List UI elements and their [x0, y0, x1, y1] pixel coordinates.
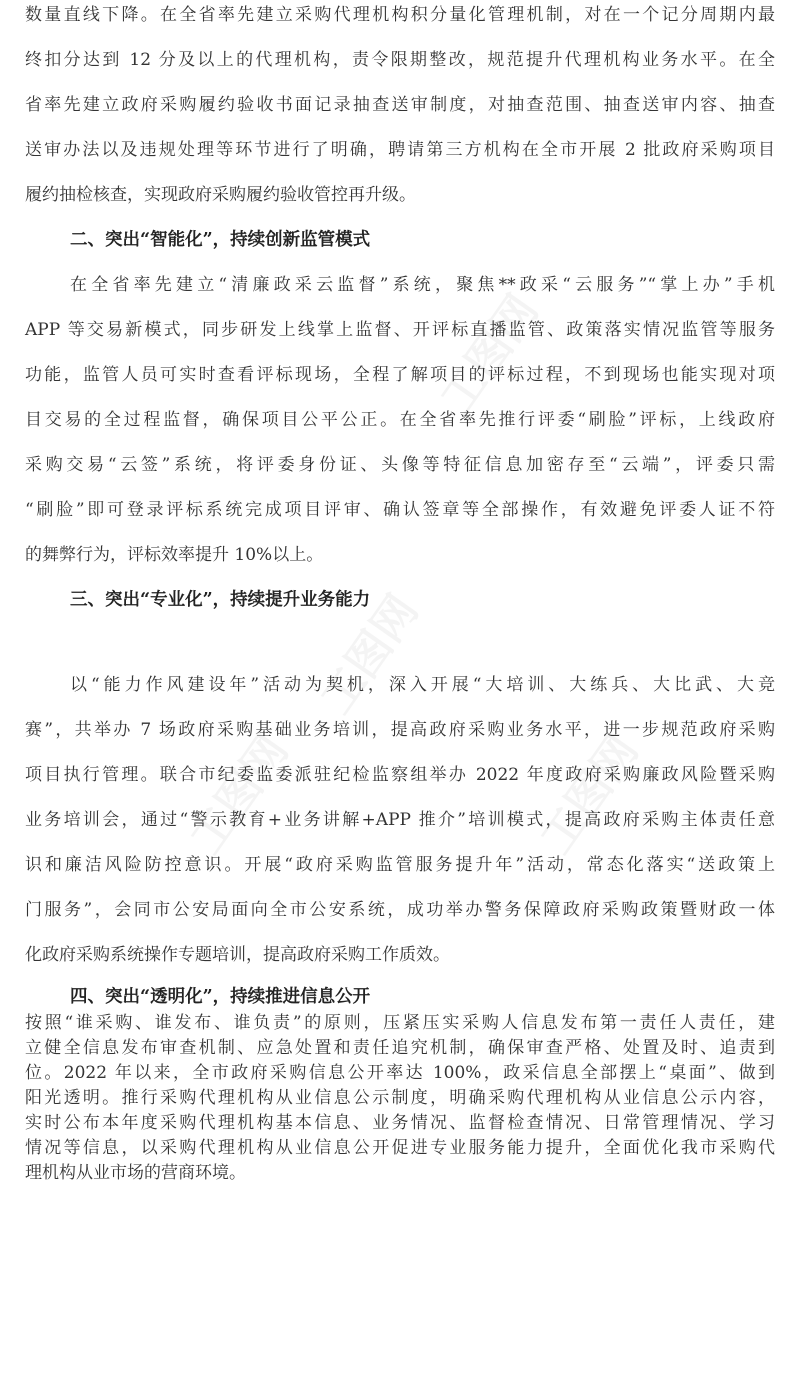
paragraph-line: 在全省率先建立“清廉政采云监督”系统，聚焦**政采“云服务”“掌上办”手机: [70, 275, 775, 295]
paragraph-line: 情况等信息，以采购代理机构从业信息公开促进专业服务能力提升，全面优化我市采购代: [25, 1138, 775, 1158]
watermark: [522, 720, 650, 865]
paragraph-line: “刷脸”即可登录评标系统完成项目评审、确认签章等全部操作，有效避免评委人证不符: [25, 500, 775, 520]
paragraph-line: 识和廉洁风险防控意识。开展“政府采购监管服务提升年”活动，常态化落实“送政策上: [25, 855, 775, 875]
paragraph-line: 数量直线下降。在全省率先建立采购代理机构积分量化管理机制，对在一个记分周期内最: [25, 5, 775, 25]
paragraph-line: 业务培训会，通过“警示教育+业务讲解+APP 推介”培训模式，提高政府采购主体责任意: [25, 810, 775, 830]
watermark: [422, 280, 550, 425]
watermark: [172, 720, 300, 865]
paragraph-line: 采购交易“云签”系统，将评委身份证、头像等特征信息加密存至“云端”，评委只需: [25, 455, 775, 475]
paragraph-line: 履约抽检核查，实现政府采购履约验收管控再升级。: [25, 185, 416, 205]
paragraph-line: 阳光透明。推行采购代理机构从业信息公示制度，明确采购代理机构从业信息公示内容，: [25, 1088, 775, 1108]
paragraph-line: 赛”，共举办 7 场政府采购基础业务培训，提高政府采购业务水平，进一步规范政府采购: [25, 720, 775, 740]
paragraph-line: 立健全信息发布审查机制、应急处置和责任追究机制，确保审查严格、处置及时、追责到: [25, 1038, 775, 1058]
section-heading: 四、突出“透明化”，持续推进信息公开: [70, 987, 371, 1007]
paragraph-line: 化政府采购系统操作专题培训，提高政府采购工作质效。: [25, 945, 450, 965]
paragraph-line: 实时公布本年度采购代理机构基本信息、业务情况、监督检查情况、日常管理情况、学习: [25, 1113, 775, 1133]
paragraph-line: 省率先建立政府采购履约验收书面记录抽查送审制度，对抽查范围、抽查送审内容、抽查: [25, 95, 775, 115]
paragraph-line: APP 等交易新模式，同步研发上线掌上监督、开评标直播监管、政策落实情况监管等服务: [25, 320, 775, 340]
paragraph-line: 位。2022 年以来，全市政府采购信息公开率达 100%，政采信息全部摆上“桌面”、做到: [25, 1063, 775, 1083]
paragraph-line: 功能，监管人员可实时查看评标现场，全程了解项目的评标过程，不到现场也能实现对项: [25, 365, 775, 385]
paragraph-line: 门服务”，会同市公安局面向全市公安系统，成功举办警务保障政府采购政策暨财政一体: [25, 900, 775, 920]
paragraph-line: 项目执行管理。联合市纪委监委派驻纪检监察组举办 2022 年度政府采购廉政风险暨采购: [25, 765, 775, 785]
paragraph-line: 理机构从业市场的营商环境。: [25, 1163, 246, 1183]
paragraph-line: 终扣分达到 12 分及以上的代理机构，责令限期整改，规范提升代理机构业务水平。在全: [25, 50, 775, 70]
paragraph-line: 的舞弊行为，评标效率提升 10%以上。: [25, 545, 324, 565]
paragraph-line: 送审办法以及违规处理等环节进行了明确，聘请第三方机构在全市开展 2 批政府采购项目: [25, 140, 775, 160]
section-heading: 三、突出“专业化”，持续提升业务能力: [70, 590, 371, 610]
paragraph-line: 以“能力作风建设年”活动为契机，深入开展“大培训、大练兵、大比武、大竞: [70, 675, 775, 695]
section-heading: 二、突出“智能化”，持续创新监管模式: [70, 230, 371, 250]
paragraph-line: 目交易的全过程监督，确保项目公平公正。在全省率先推行评委“刷脸”评标，上线政府: [25, 410, 775, 430]
paragraph-line: 按照“谁采购、谁发布、谁负责”的原则，压紧压实采购人信息发布第一责任人责任，建: [25, 1013, 775, 1033]
